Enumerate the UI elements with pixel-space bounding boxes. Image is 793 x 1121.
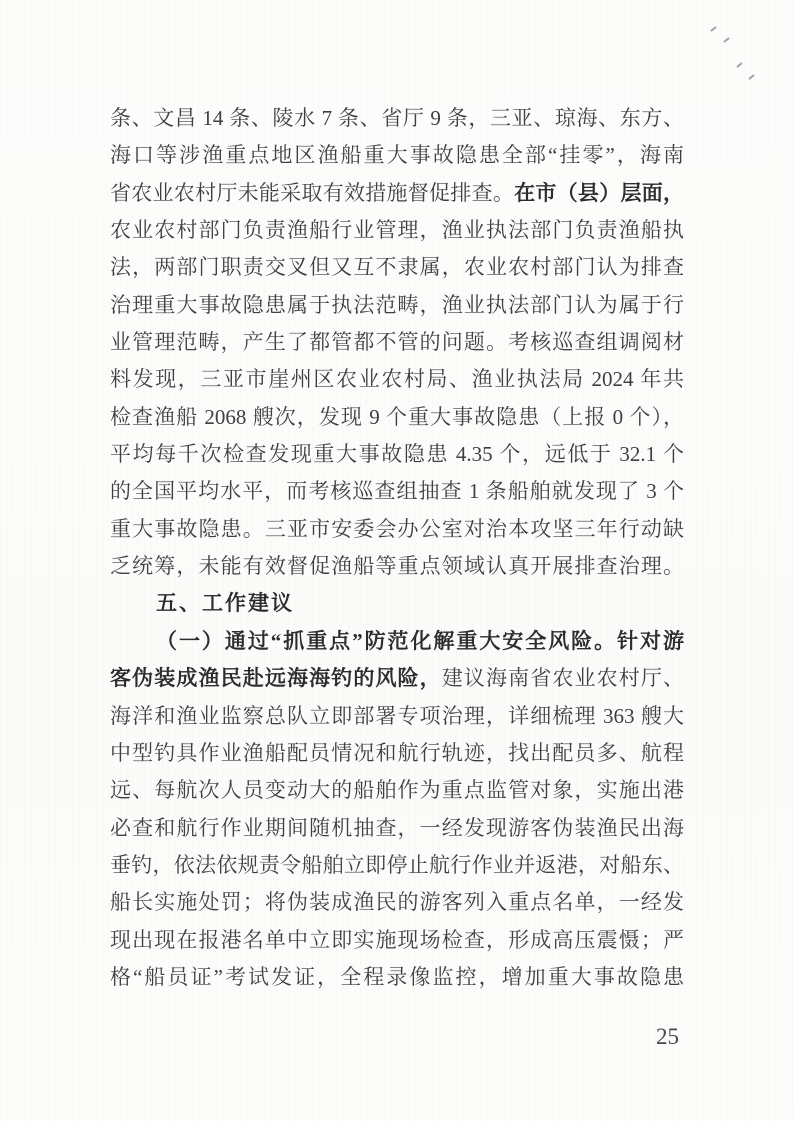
text-segment: 业管理范畴，产生了都管都不管的问题。考核巡查组调阅材 [110,330,684,355]
text-line [110,810,684,847]
text-line [110,249,684,286]
text-line [110,959,684,996]
text-line [110,436,684,473]
text-segment: 垂钓，依法依规责令船舶立即停止航行作业并返港，对船东、 [110,852,684,877]
text-line [110,399,684,436]
text-segment: 海洋和渔业监察总队立即部署专项治理，详细梳理 363 艘大 [110,703,684,728]
text-segment: 料发现，三亚市崖州区农业农村局、渔业执法局 2024 年共 [110,367,684,392]
emphasis-text-segment: 在市（县）层面， [514,180,685,205]
text-segment: 远、每航次人员变动大的船舶作为重点监管对象，实施出港 [110,778,684,803]
text-segment: 建议海南省农业农村厅、 [441,666,685,691]
text-line [110,623,684,660]
text-segment: 的全国平均水平，而考核巡查组抽查 1 条船舶就发现了 3 个 [110,479,684,504]
text-line [110,772,684,809]
section-heading [110,585,684,622]
document-body-text [110,100,684,996]
text-line [110,922,684,959]
text-line [110,100,684,137]
emphasis-text-segment: 五、工作建议 [156,592,294,616]
text-segment: 现出现在报港名单中立即实施现场检查，形成高压震慑；严 [110,927,684,952]
scan-speck-mark [723,37,730,43]
text-line [110,698,684,735]
text-segment: 法，两部门职责交叉但又互不隶属，农业农村部门认为排查 [110,255,684,280]
text-line [110,212,684,249]
text-segment: 省农业农村厅未能采取有效措施督促排查。 [110,180,515,205]
emphasis-text-segment: （一）通过“抓重点”防范化解重大安全风险。针对游 [156,628,684,653]
text-segment: 必查和航行作业期间随机抽查，一经发现游客伪装渔民出海 [110,815,684,840]
text-segment: 格“船员证”考试发证，全程录像监控，增加重大事故隐患 [110,964,684,989]
text-segment: 检查渔船 2068 艘次，发现 9 个重大事故隐患（上报 0 个）， [110,404,684,429]
text-line [110,847,684,884]
text-line [110,287,684,324]
text-segment: 重大事故隐患。三亚市安委会办公室对治本攻坚三年行动缺 [110,516,684,541]
text-line [110,137,684,174]
scan-speck-mark [736,62,743,68]
text-segment: 治理重大事故隐患属于执法范畴，渔业执法部门认为属于行 [110,292,684,317]
text-line [110,511,684,548]
text-line [110,324,684,361]
text-line [110,175,684,212]
text-line [110,660,684,697]
text-segment: 平均每千次检查发现重大事故隐患 4.35 个，远低于 32.1 个 [110,442,684,467]
text-segment: 海口等涉渔重点地区渔船重大事故隐患全部“挂零”，海南 [110,143,684,168]
text-segment: 船长实施处罚；将伪装成渔民的游客列入重点名单，一经发 [110,890,684,915]
scan-speck-mark [748,74,755,80]
text-line [110,735,684,772]
text-segment: 中型钓具作业渔船配员情况和航行轨迹，找出配员多、航程 [110,740,684,765]
text-segment: 条、文昌 14 条、陵水 7 条、省厅 9 条，三亚、琼海、东方、 [110,106,684,130]
page-number: 25 [656,1024,679,1049]
text-line [110,548,684,585]
emphasis-text-segment: 客伪装成渔民赴远海海钓的风险， [110,666,442,691]
text-segment: 农业农村部门负责渔船行业管理，渔业执法部门负责渔船执 [110,218,684,243]
scan-speck-mark [710,26,717,32]
text-line [110,473,684,510]
text-line [110,361,684,398]
text-segment: 乏统筹，未能有效督促渔船等重点领域认真开展排查治理。 [110,554,684,579]
text-line [110,884,684,921]
